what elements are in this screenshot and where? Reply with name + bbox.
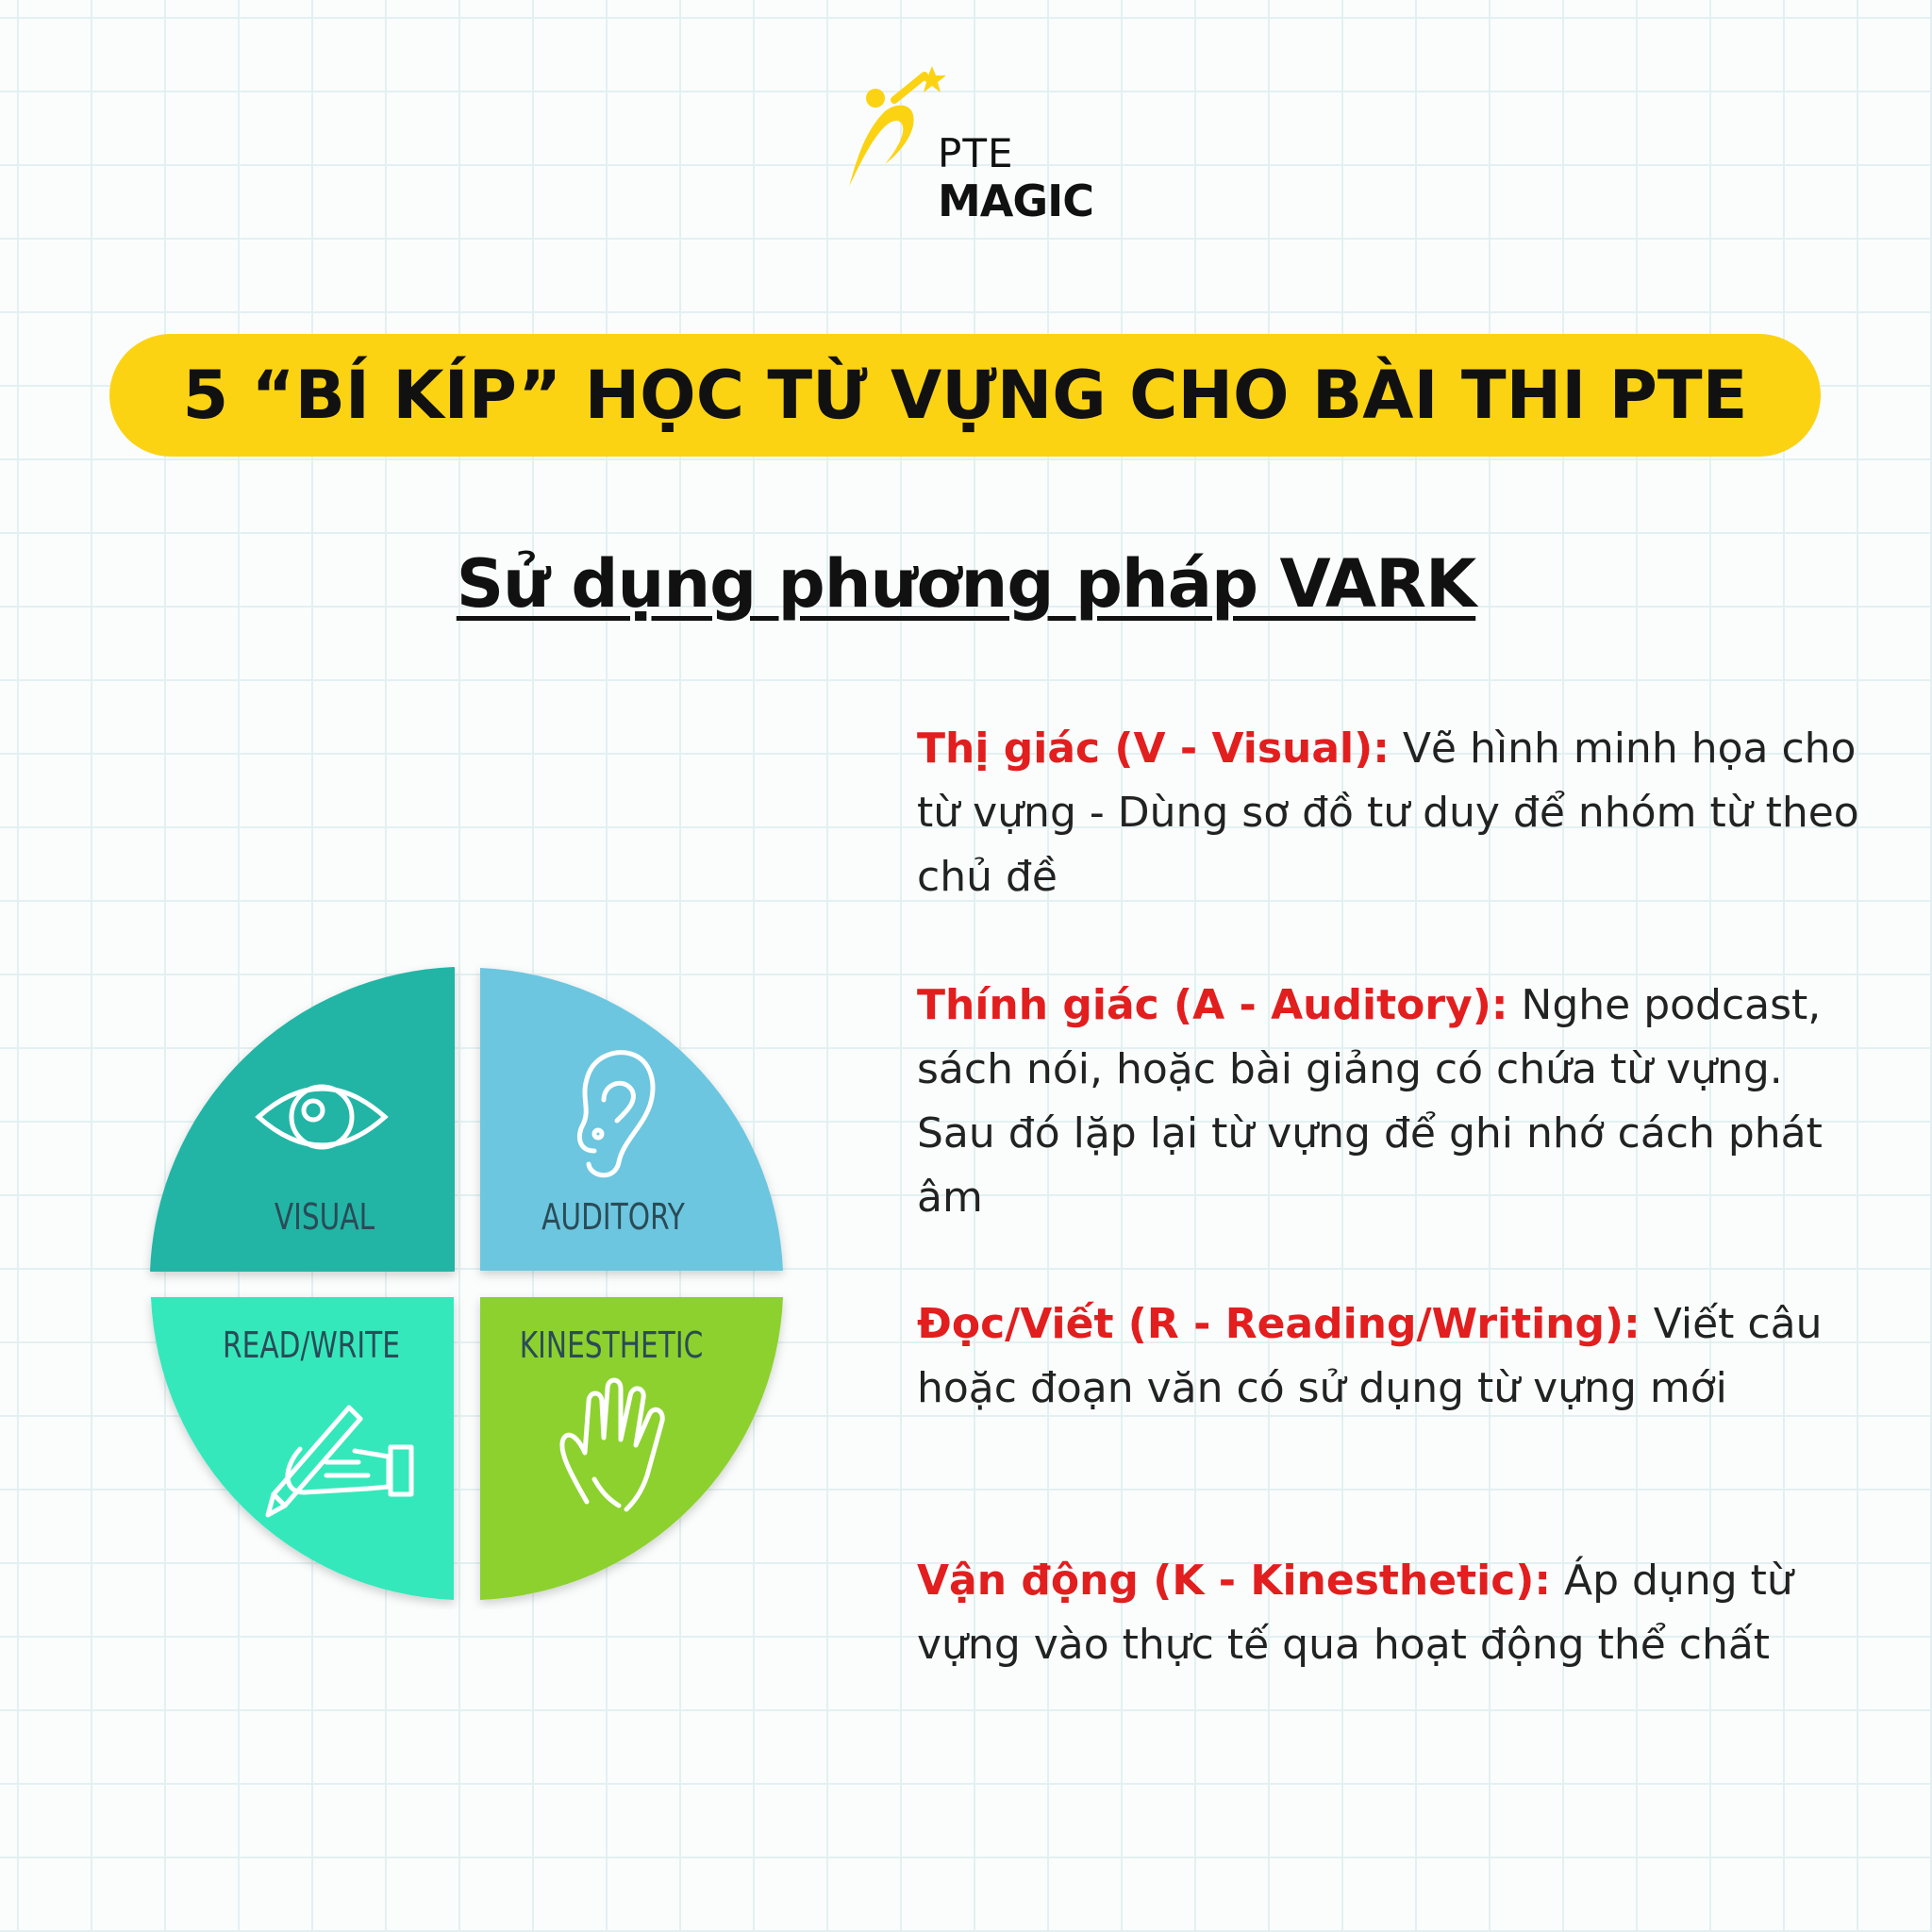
item-auditory [917,974,1860,1230]
logo-line2: MAGIC [938,175,1094,226]
vark-diagram [142,958,792,1609]
item-heading: Thính giác (A - Auditory): [917,981,1508,1029]
item-visual [917,717,1860,909]
quadrant-label-auditory: AUDITORY [541,1196,685,1238]
quadrant-label-visual: VISUAL [274,1196,375,1238]
item-text: Áp dụng từ vựng vào thực tế qua hoạt động thể chất [917,1557,1793,1669]
logo-wordmark [938,130,1094,226]
item-heading: Thị giác (V - Visual): [917,724,1390,773]
item-heading: Vận động (K - Kinesthetic): [917,1557,1551,1605]
item-read-write [917,1292,1860,1421]
logo-figure-icon [838,66,951,198]
item-text: Viết câu hoặc đoạn văn có sử dụng từ vựng mới [917,1300,1823,1412]
title-banner [109,334,1821,457]
item-kinesthetic [917,1549,1860,1677]
quadrant-label-read-write: READ/WRITE [223,1324,400,1366]
page-title: 5 “BÍ KÍP” HỌC TỪ VỰNG CHO BÀI THI PTE [182,357,1748,434]
logo-line1: PTE [938,130,1014,176]
quadrant-label-kinesthetic: KINESTHETIC [519,1324,704,1366]
item-text: Vẽ hình minh họa cho từ vựng - Dùng sơ đồ tư duy để nhóm từ theo chủ đề [917,724,1859,901]
item-text: Nghe podcast, sách nói, hoặc bài giảng có chứa từ vựng. Sau đó lặp lại từ vựng để ghi nhớ cách phát âm [917,981,1823,1222]
section-subtitle: Sử dụng phương pháp VARK [456,545,1476,623]
pte-magic-logo [838,66,1102,226]
item-heading: Đọc/Viết (R - Reading/Writing): [917,1300,1641,1348]
